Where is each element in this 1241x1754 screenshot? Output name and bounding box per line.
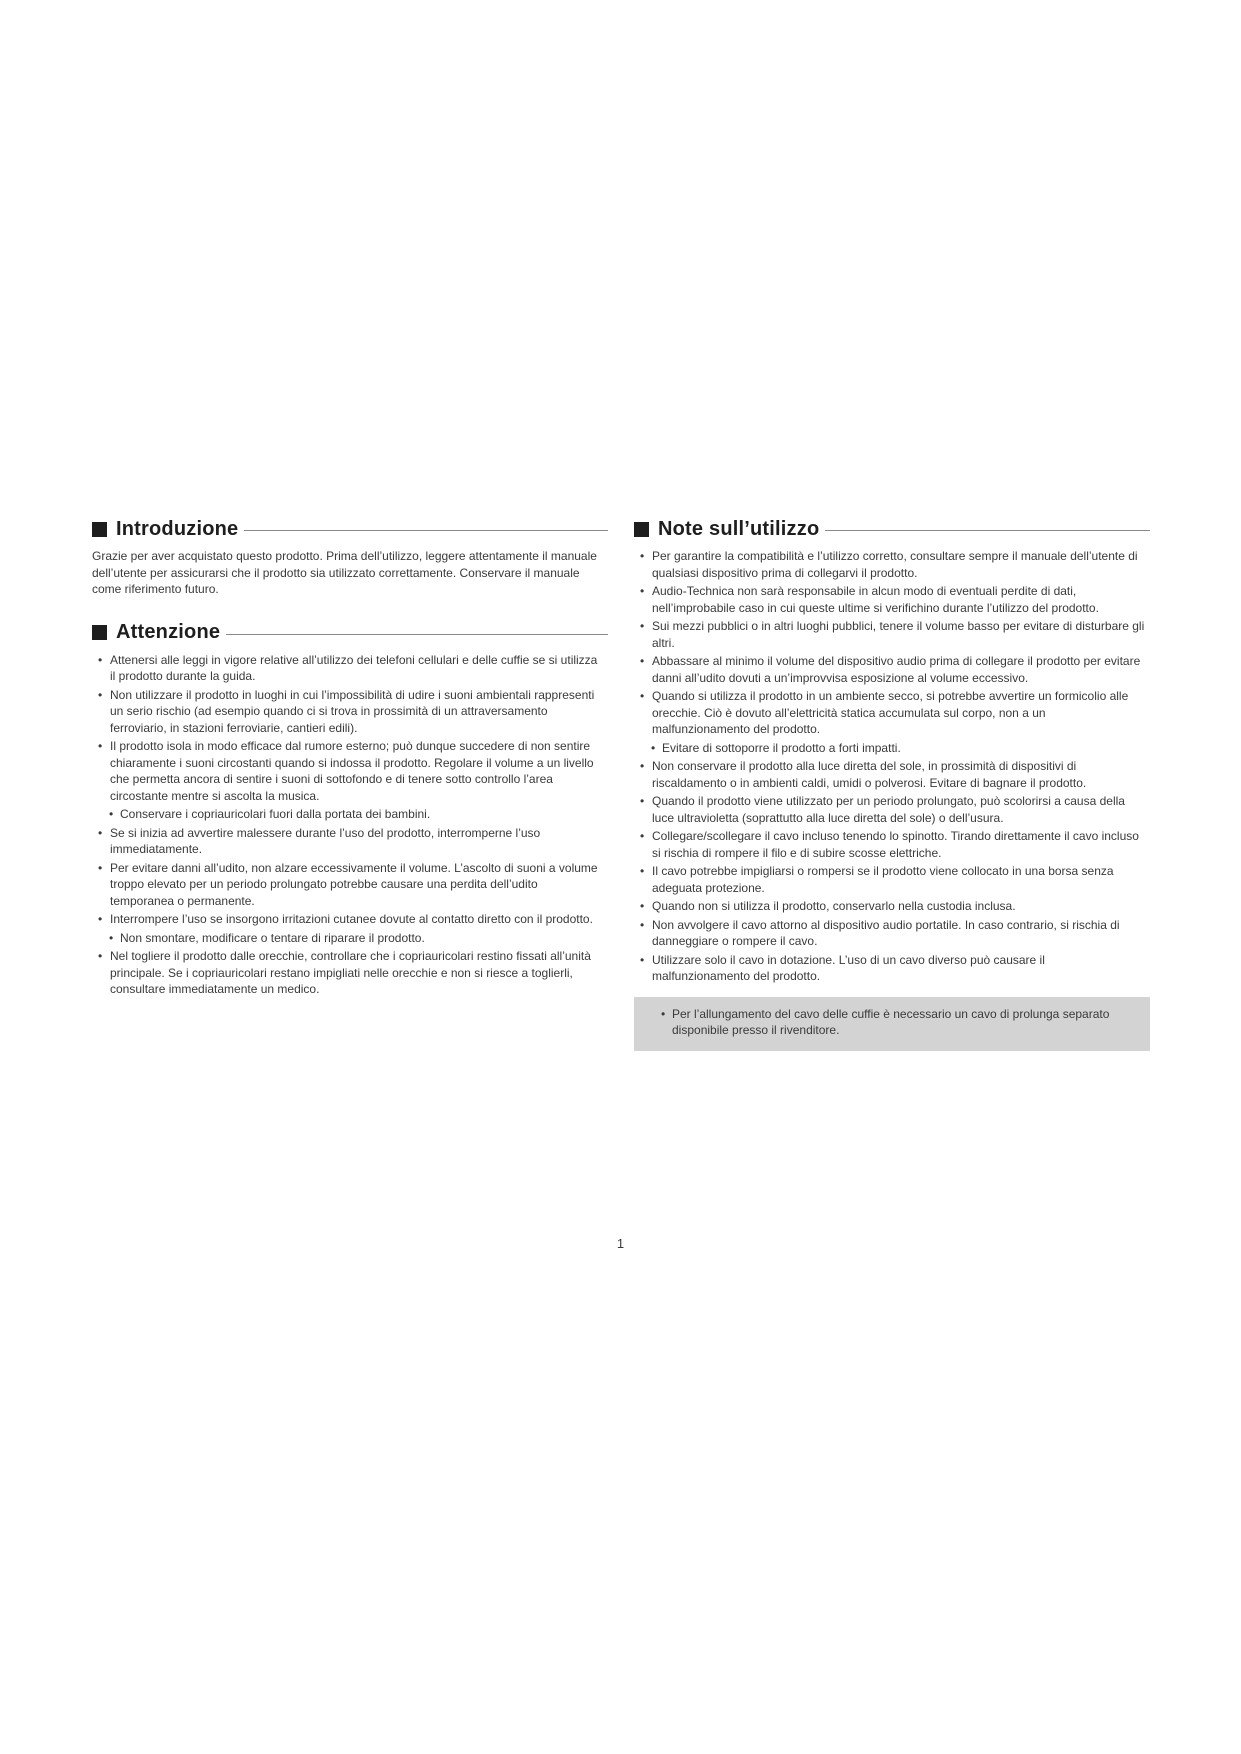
note-heading bbox=[634, 516, 1150, 542]
list-item: • Utilizzare solo il cavo in dotazione. L’uso di un cavo diverso può causare il malfunzionamento del prodotto. bbox=[634, 952, 1150, 985]
list-item: • Attenersi alle leggi in vigore relative all’utilizzo dei telefoni cellulari e delle cuffie se si utilizza il prodotto durante la guida. bbox=[92, 652, 608, 685]
section-square-icon bbox=[92, 625, 107, 640]
info-box bbox=[634, 997, 1150, 1051]
attenzione-list bbox=[92, 652, 608, 998]
list-item: • Per evitare danni all’udito, non alzare eccessivamente il volume. L’ascolto di suoni a volume troppo elevato per un periodo prolungato potrebbe causare una perdita dell’udito temporanea o permanente. bbox=[92, 860, 608, 910]
section-square-icon bbox=[92, 522, 107, 537]
list-item: • Abbassare al minimo il volume del dispositivo audio prima di collegare il prodotto per evitare danni all’udito dovuti a un’improvvisa esposizione al volume eccessivo. bbox=[634, 653, 1150, 686]
list-item: • Audio-Technica non sarà responsabile in alcun modo di eventuali perdite di dati, nell’improbabile caso in cui queste ultime si verifichino durante l’utilizzo del prodotto. bbox=[634, 583, 1150, 616]
list-item: • Sui mezzi pubblici o in altri luoghi pubblici, tenere il volume basso per evitare di disturbare gli altri. bbox=[634, 618, 1150, 651]
note-title: Note sull’utilizzo bbox=[658, 517, 820, 540]
introduzione-heading bbox=[92, 516, 608, 542]
list-item: • Nel togliere il prodotto dalle orecchie, controllare che i copriauricolari restino fissati all’unità principale. Se i copriauricolari restano impigliati nelle orecchie e non si riesce a toglierli, consultare immediatamente un medico. bbox=[92, 948, 608, 998]
introduzione-title: Introduzione bbox=[116, 517, 239, 540]
attenzione-heading bbox=[92, 620, 608, 646]
introduzione-text: Grazie per aver acquistato questo prodotto. Prima dell’utilizzo, leggere attentamente il manuale dell’utente per assicurarsi che il prodotto sia utilizzato correttamente. Conservare il manuale come riferimento futuro. bbox=[92, 549, 597, 596]
list-item: • Per garantire la compatibilità e l’utilizzo corretto, consultare sempre il manuale dell’utente di qualsiasi dispositivo prima di collegarvi il prodotto. bbox=[634, 548, 1150, 581]
note-list bbox=[634, 548, 1150, 985]
heading-rule bbox=[244, 530, 608, 531]
list-item: • Non conservare il prodotto alla luce diretta del sole, in prossimità di dispositivi di riscaldamento o in ambienti caldi, umidi o polverosi. Evitare di bagnare il prodotto. bbox=[634, 758, 1150, 791]
list-item: • Conservare i copriauricolari fuori dalla portata dei bambini. bbox=[92, 806, 608, 823]
list-item: • Quando il prodotto viene utilizzato per un periodo prolungato, può scolorirsi a causa della luce ultravioletta (soprattutto alla luce diretta del sole) o dell’usura. bbox=[634, 793, 1150, 826]
list-item: • Non avvolgere il cavo attorno al dispositivo audio portatile. In caso contrario, si rischia di danneggiare o rompere il cavo. bbox=[634, 917, 1150, 950]
attenzione-title: Attenzione bbox=[116, 621, 221, 643]
list-item: • Collegare/scollegare il cavo incluso tenendo lo spinotto. Tirando direttamente il cavo incluso si rischia di rompere il filo e di subire scosse elettriche. bbox=[634, 828, 1150, 861]
list-item: • Se si inizia ad avvertire malessere durante l’uso del prodotto, interromperne l’uso immediatamente. bbox=[92, 825, 608, 858]
list-item: • Evitare di sottoporre il prodotto a forti impatti. bbox=[634, 740, 1150, 757]
list-item: • Interrompere l’uso se insorgono irritazioni cutanee dovute al contatto diretto con il prodotto. bbox=[92, 911, 608, 928]
heading-rule bbox=[226, 634, 608, 635]
list-item: • Non utilizzare il prodotto in luoghi in cui l’impossibilità di udire i suoni ambientali rappresenti un serio rischio (ad esempio quando ci si trova in prossimità di un attraversamento ferroviario, in stazioni ferroviarie, cantieri edili). bbox=[92, 687, 608, 737]
info-box-text: • Per l’allungamento del cavo delle cuffie è necessario un cavo di prolunga separato disponibile presso il rivenditore. bbox=[644, 1006, 1136, 1039]
page-number: 1 bbox=[616, 1236, 625, 1251]
left-column bbox=[92, 516, 608, 1000]
list-item: • Non smontare, modificare o tentare di riparare il prodotto. bbox=[92, 930, 608, 947]
right-column bbox=[634, 516, 1150, 1051]
list-item: • Il cavo potrebbe impigliarsi o rompersi se il prodotto viene collocato in una borsa senza adeguata protezione. bbox=[634, 863, 1150, 896]
heading-rule bbox=[825, 530, 1150, 531]
list-item: • Quando non si utilizza il prodotto, conservarlo nella custodia inclusa. bbox=[634, 898, 1150, 915]
list-item: • Quando si utilizza il prodotto in un ambiente secco, si potrebbe avvertire un formicolio alle orecchie. Ciò è dovuto all’elettricità statica accumulata sul corpo, non a un malfunzionamento del prodotto. bbox=[634, 688, 1150, 738]
list-item: • Il prodotto isola in modo efficace dal rumore esterno; può dunque succedere di non sentire chiaramente i suoni circostanti quando si indossa il prodotto. Regolare il volume a un livello che permetta ancora di sentire i suoni di sottofondo e di tenere sotto controllo l’area circostante mentre si ascolta la musica. bbox=[92, 738, 608, 804]
section-square-icon bbox=[634, 522, 649, 537]
info-box-list bbox=[644, 1006, 1136, 1039]
